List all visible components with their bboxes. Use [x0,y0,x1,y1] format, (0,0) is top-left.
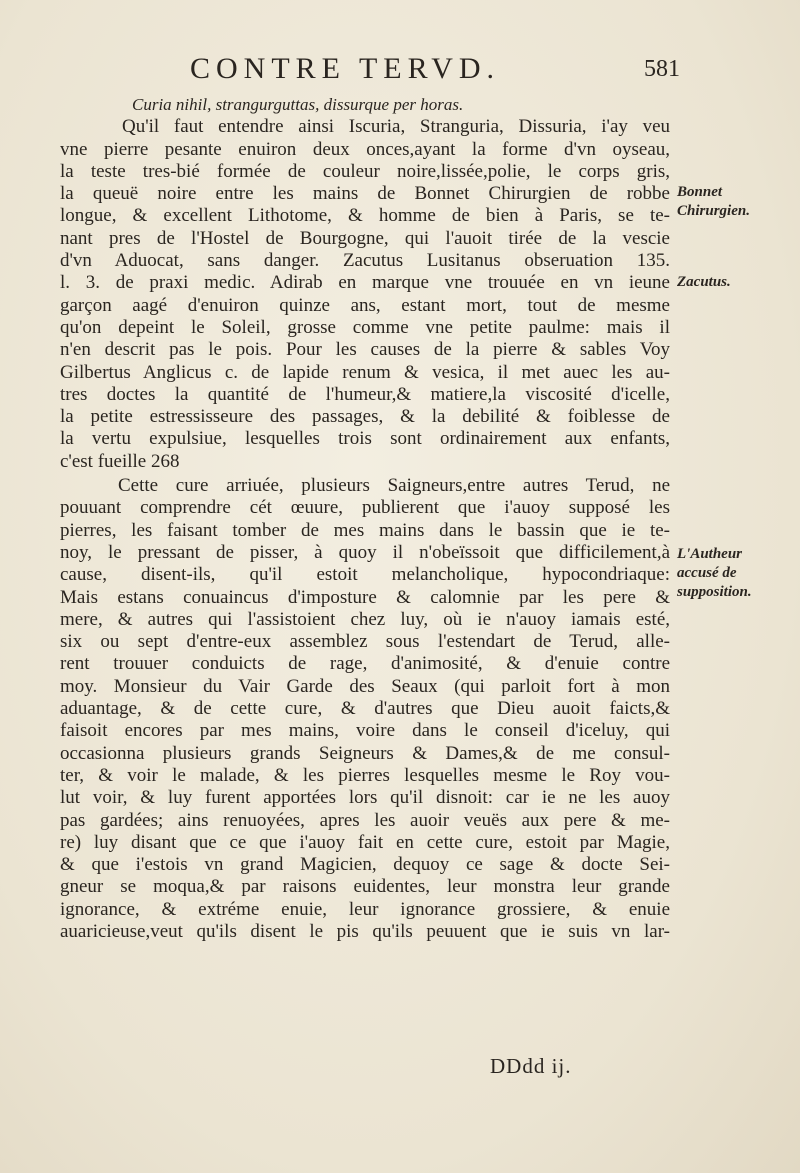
text-line: la vertu expulsiue, lesquelles trois sont ordinairement aux enfants, [60,428,670,450]
text-line: la teste tres-bié formée de couleur noire,lissée,polie, le corps gris, [60,160,670,182]
text-line: cause, disent-ils, qu'il estoit melancholique, hypocondriaque: [60,564,670,586]
text-line: pierres, les faisant tomber de mes mains dans le bassin que ie te- [60,519,670,541]
margin-note-autheur: L'Autheur accusé de supposition. [677,546,752,600]
text-line: noy, le pressant de pisser, à quoy il n'obeïssoit que difficilement,à [60,541,670,563]
text-line: Qu'il faut entendre ainsi Iscuria, Stranguria, Dissuria, i'ay veu [122,116,670,138]
text-line: Cette cure arriuée, plusieurs Saigneurs,entre autres Terud, ne [118,475,670,497]
text-line: occasionna plusieurs grands Seigneurs & Dames,& de me consul- [60,742,670,764]
text-line: tres doctes la quantité de l'humeur,& matiere,la viscosité d'icelle, [60,383,670,405]
text-line: six ou sept d'entre-eux assemblez sous l'estendart de Terud, alle- [60,631,670,653]
main-text-block [60,94,670,943]
text-line: longue, & excellent Lithotome, & homme de bien à Paris, se te- [60,205,670,227]
text-line: aduantage, & de cette cure, & d'autres que Dieu auoit faicts,& [60,698,670,720]
text-line: pas gardées; ains renuoyées, apres les auoir veuës aux pere & me- [60,809,670,831]
text-line: faisoit encores par mes mains, voire dans le conseil d'iceluy, qui [60,720,670,742]
text-line: qu'on depeint le Soleil, grosse comme vne petite paulme: mais il [60,316,670,338]
text-line: d'vn Aduocat, sans danger. Zacutus Lusitanus obseruation 135. [60,250,670,272]
running-title: CONTRE TERVD. [190,52,501,85]
text-line: c'est fueille 268 [60,450,180,472]
text-line: vne pierre pesante enuiron deux onces,ayant la forme d'vn oyseau, [60,138,670,160]
text-line: mere, & autres qui l'assistoient chez luy, où ie n'auoy iamais esté, [60,608,670,630]
text-line: garçon aagé d'enuiron quinze ans, estant mort, tout de mesme [60,294,670,316]
text-line: la queuë noire entre les mains de Bonnet Chirurgien de robbe [60,183,670,205]
text-line: pouuant comprendre cét œuure, publierent que i'auoy supposé les [60,497,670,519]
text-line: rent trouuer conduicts de rage, d'animosité, & d'enuie contre [60,653,670,675]
text-line: lut voir, & luy furent apportées lors qu'il disnoit: car ie ne les auoy [60,787,670,809]
catchword: DDdd ij. [490,1054,572,1078]
text-line: ter, & voir le malade, & les pierres lesquelles mesme le Roy vou- [60,764,670,786]
page-number: 581 [644,56,680,82]
text-line: & que i'estois vn grand Magicien, dequoy ce sage & docte Sei- [60,854,670,876]
page-header [60,52,680,88]
text-line: la petite estressisseure des passages, & la debilité & foiblesse de [60,406,670,428]
text-line: moy. Monsieur du Vair Garde des Seaux (qui parloit fort à mon [60,675,670,697]
text-line: Gilbertus Anglicus c. de lapide renum & vesica, il met auec les au- [60,361,670,383]
text-line: nant pres de l'Hostel de Bourgogne, qui l'auoit tirée de la vescie [60,227,670,249]
text-line: gneur se moqua,& par raisons euidentes, leur monstra leur grande [60,876,670,898]
text-line: re) luy disant que ce que i'auoy fait en cette cure, estoit par Magie, [60,831,670,853]
margin-note-zacutus: Zacutus. [677,274,731,290]
text-line: Curia nihil, strangurguttas, dissurque per horas. [132,95,464,114]
text-line: n'en descrit pas le pois. Pour les causes de la pierre & sables Voy [60,339,670,361]
text-line: Mais estans conuaincus d'imposture & calomnie par les pere & [60,586,670,608]
margin-note-bonnet: Bonnet Chirurgien. [677,184,750,219]
text-line: auaricieuse,veut qu'ils disent le pis qu'ils peuuent que ie suis vn lar- [60,920,670,942]
text-line: l. 3. de praxi medic. Adirab en marque vne trouuée en vn ieune [60,272,670,294]
text-line: ignorance, & extréme enuie, leur ignorance grossiere, & enuie [60,898,670,920]
